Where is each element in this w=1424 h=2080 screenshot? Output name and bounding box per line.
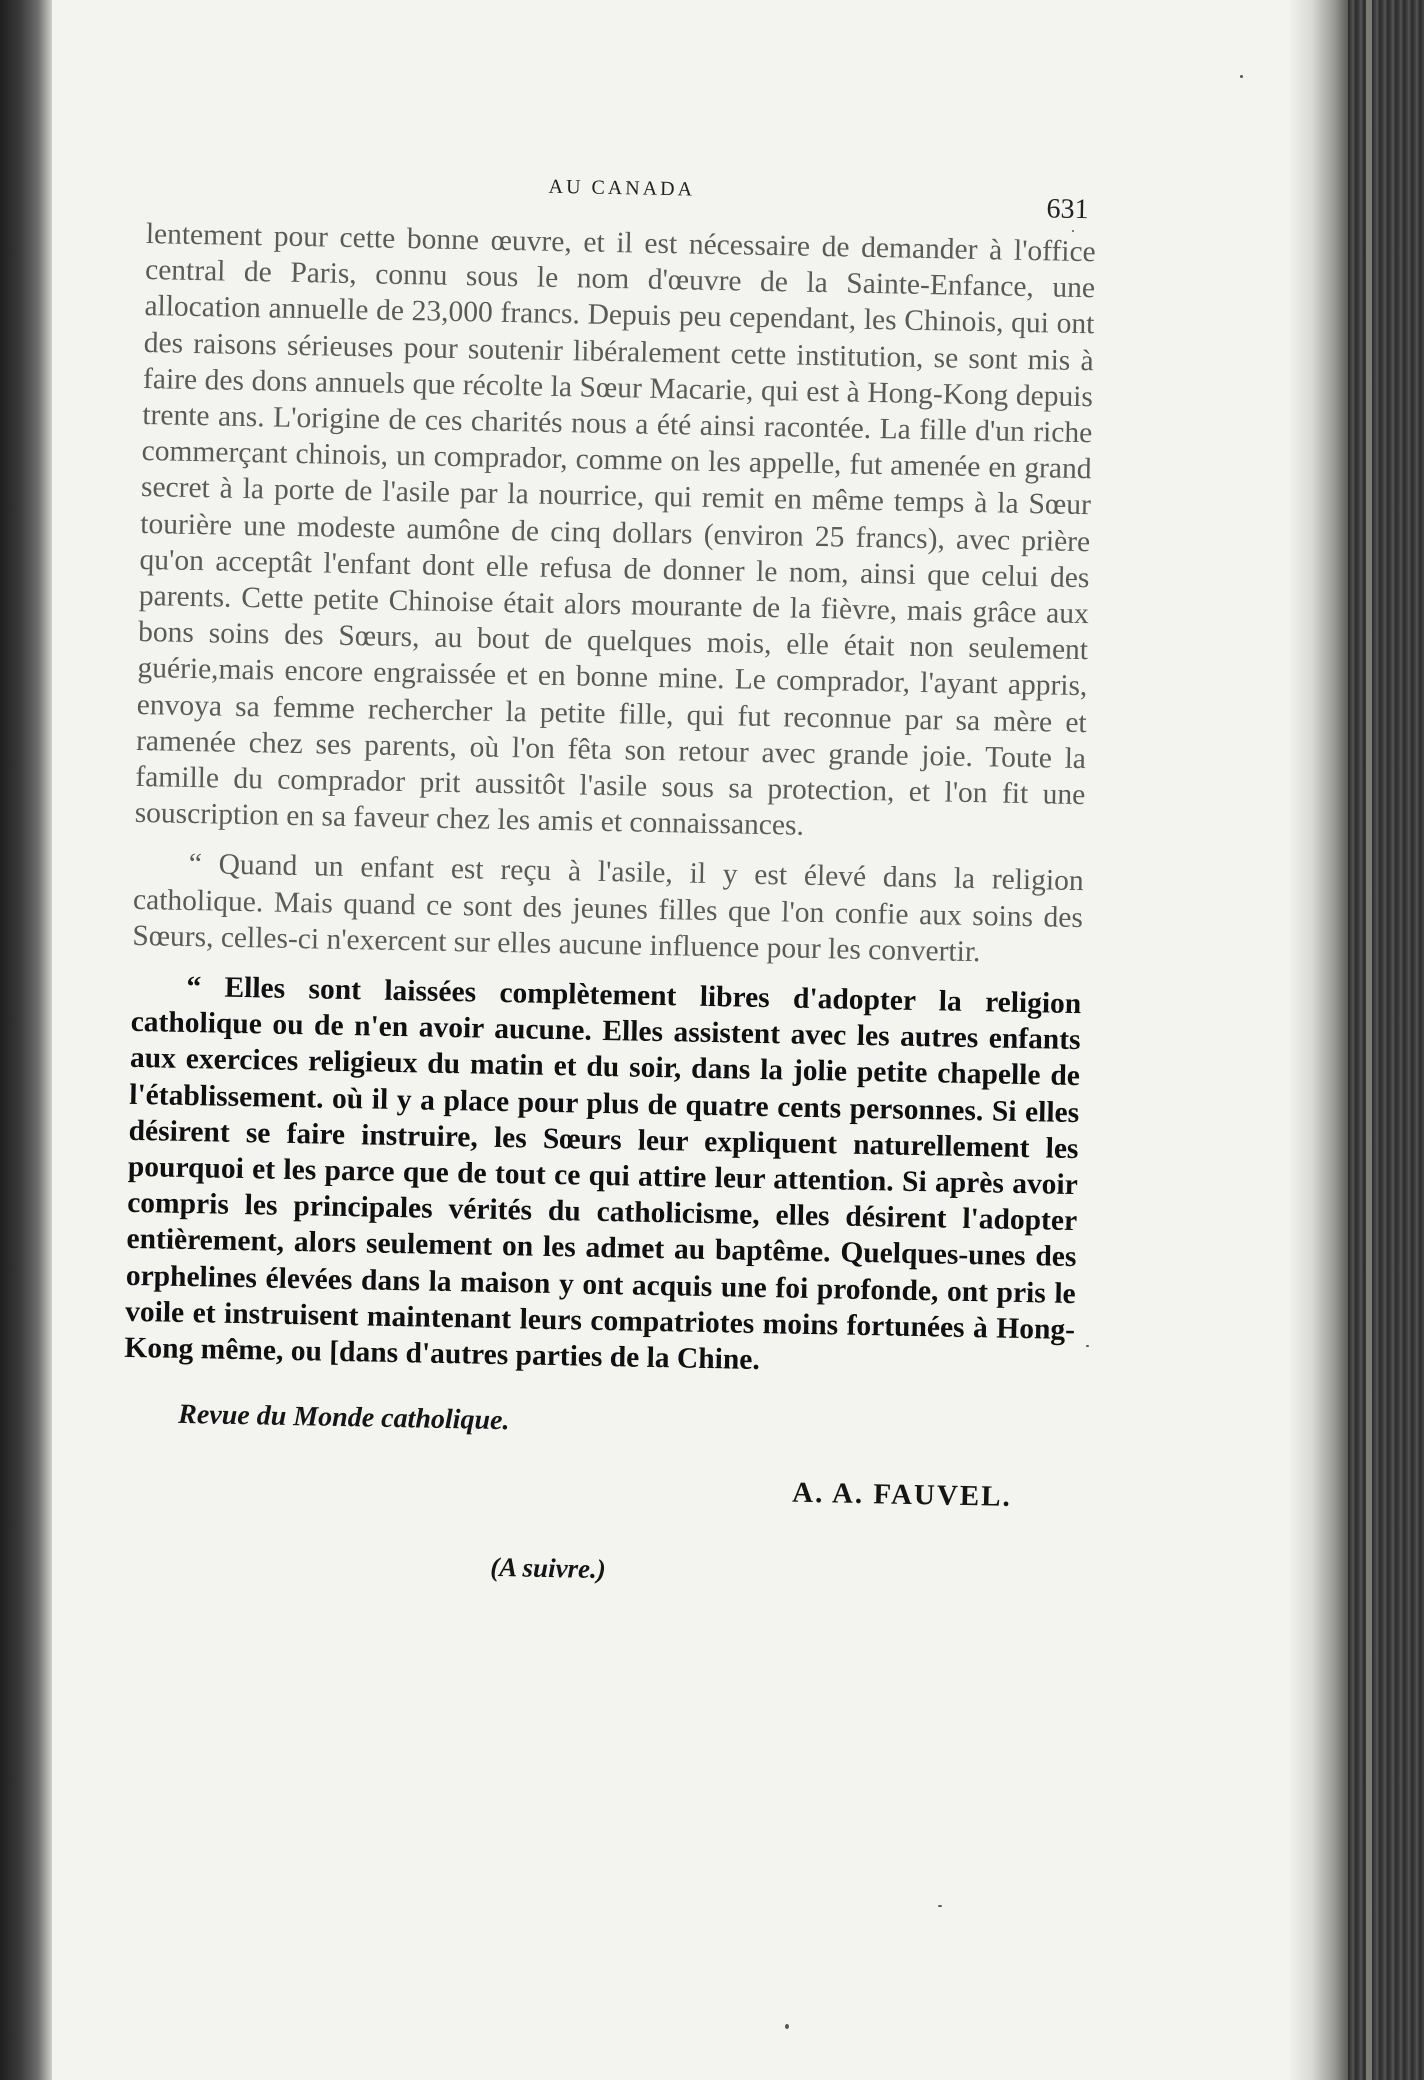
paper-speck (1086, 1345, 1089, 1347)
author-signature: A. A. FAUVEL. (791, 1476, 1013, 1514)
paragraph-1: lentement pour cette bonne œuvre, et il est nécessaire de demander à l'office central de Paris, connu sous le nom d'œuvre de la Sainte-Enfance, une allocation annuelle de 23,000 francs. Depuis peu cependant, les Chinois, qui ont des raisons sérieuses pour soutenir libéralement cette institution, se sont mis à faire des dons annuels que récolte la Sœur Macarie, qui est à Hong-Kong depuis trente ans. L'origine de ces charités nous a été ainsi racontée. La fille d'un riche commerçant chinois, un comprador, comme on les appelle, fut amenée en grand secret à la porte de l'asile par la nourrice, qui remit en même temps à la Sœur tourière une modeste aumône de cinq dollars (environ 25 francs), avec prière qu'on acceptât l'enfant dont elle refusa de donner le nom, ainsi que celui des parents. Cette petite Chinoise était alors mourante de la fièvre, mais grâce aux bons soins des Sœurs, au bout de quelques mois, elle était non seulement guérie,mais encore engraissée et en bonne mine. Le comprador, l'ayant appris, envoya sa femme rechercher la petite fille, qui fut reconnue par sa mère et ramenée chez ses parents, où l'on fêta son retour avec grande joie. Toute la famille du comprador prit aussitôt l'asile sous sa protection, et l'on fit une souscription en sa faveur chez les amis et connaissances. (134, 218, 1096, 843)
binding-shadow-left (0, 0, 52, 2080)
paper-speck (938, 1905, 942, 1907)
page-number: 631 (1046, 193, 1089, 226)
paper-speck (1240, 75, 1243, 78)
page-curl-shadow (1290, 0, 1348, 2080)
book-edge-right (1348, 0, 1424, 2080)
continued-note: (A suivre.) (490, 1552, 607, 1585)
paper-speck (785, 2024, 789, 2029)
paragraph-2: “ Quand un enfant est reçu à l'asile, il y est élevé dans la religion catholique. Mais quand ce sont des jeunes filles que l'on confie aux soins des Sœurs, celles-ci n'exercent sur elles aucune influence pour les convertir. (132, 848, 1084, 969)
source-citation: Revue du Monde catholique. (177, 1399, 510, 1437)
running-head-title: AU CANADA (548, 175, 696, 201)
page-body (120, 156, 1097, 1594)
paragraph-3: “ Elles sont laissées complètement libres d'adopter la religion catholique ou de n'en avoir aucune. Elles assistent avec les autres enfants aux exercices religieux du matin et du soir, dans la jolie petite chapelle de l'établissement. où il y a place pour plus de quatre cents personnes. Si elles désirent se faire instruire, les Sœurs leur expliquent naturellement les pourquoi et les parce que de tout ce qui attire leur attention. Si après avoir compris les principales vérités du catholicisme, elles désirent l'adopter entièrement, alors seulement on les admet au baptême. Quelques-unes des orphelines élevées dans la maison y ont acquis une foi profonde, ont pris le voile et instruisent maintenant leurs compatriotes moins fortunées à Hong-Kong même, ou [dans d'autres parties de la Chine. (124, 971, 1082, 1377)
